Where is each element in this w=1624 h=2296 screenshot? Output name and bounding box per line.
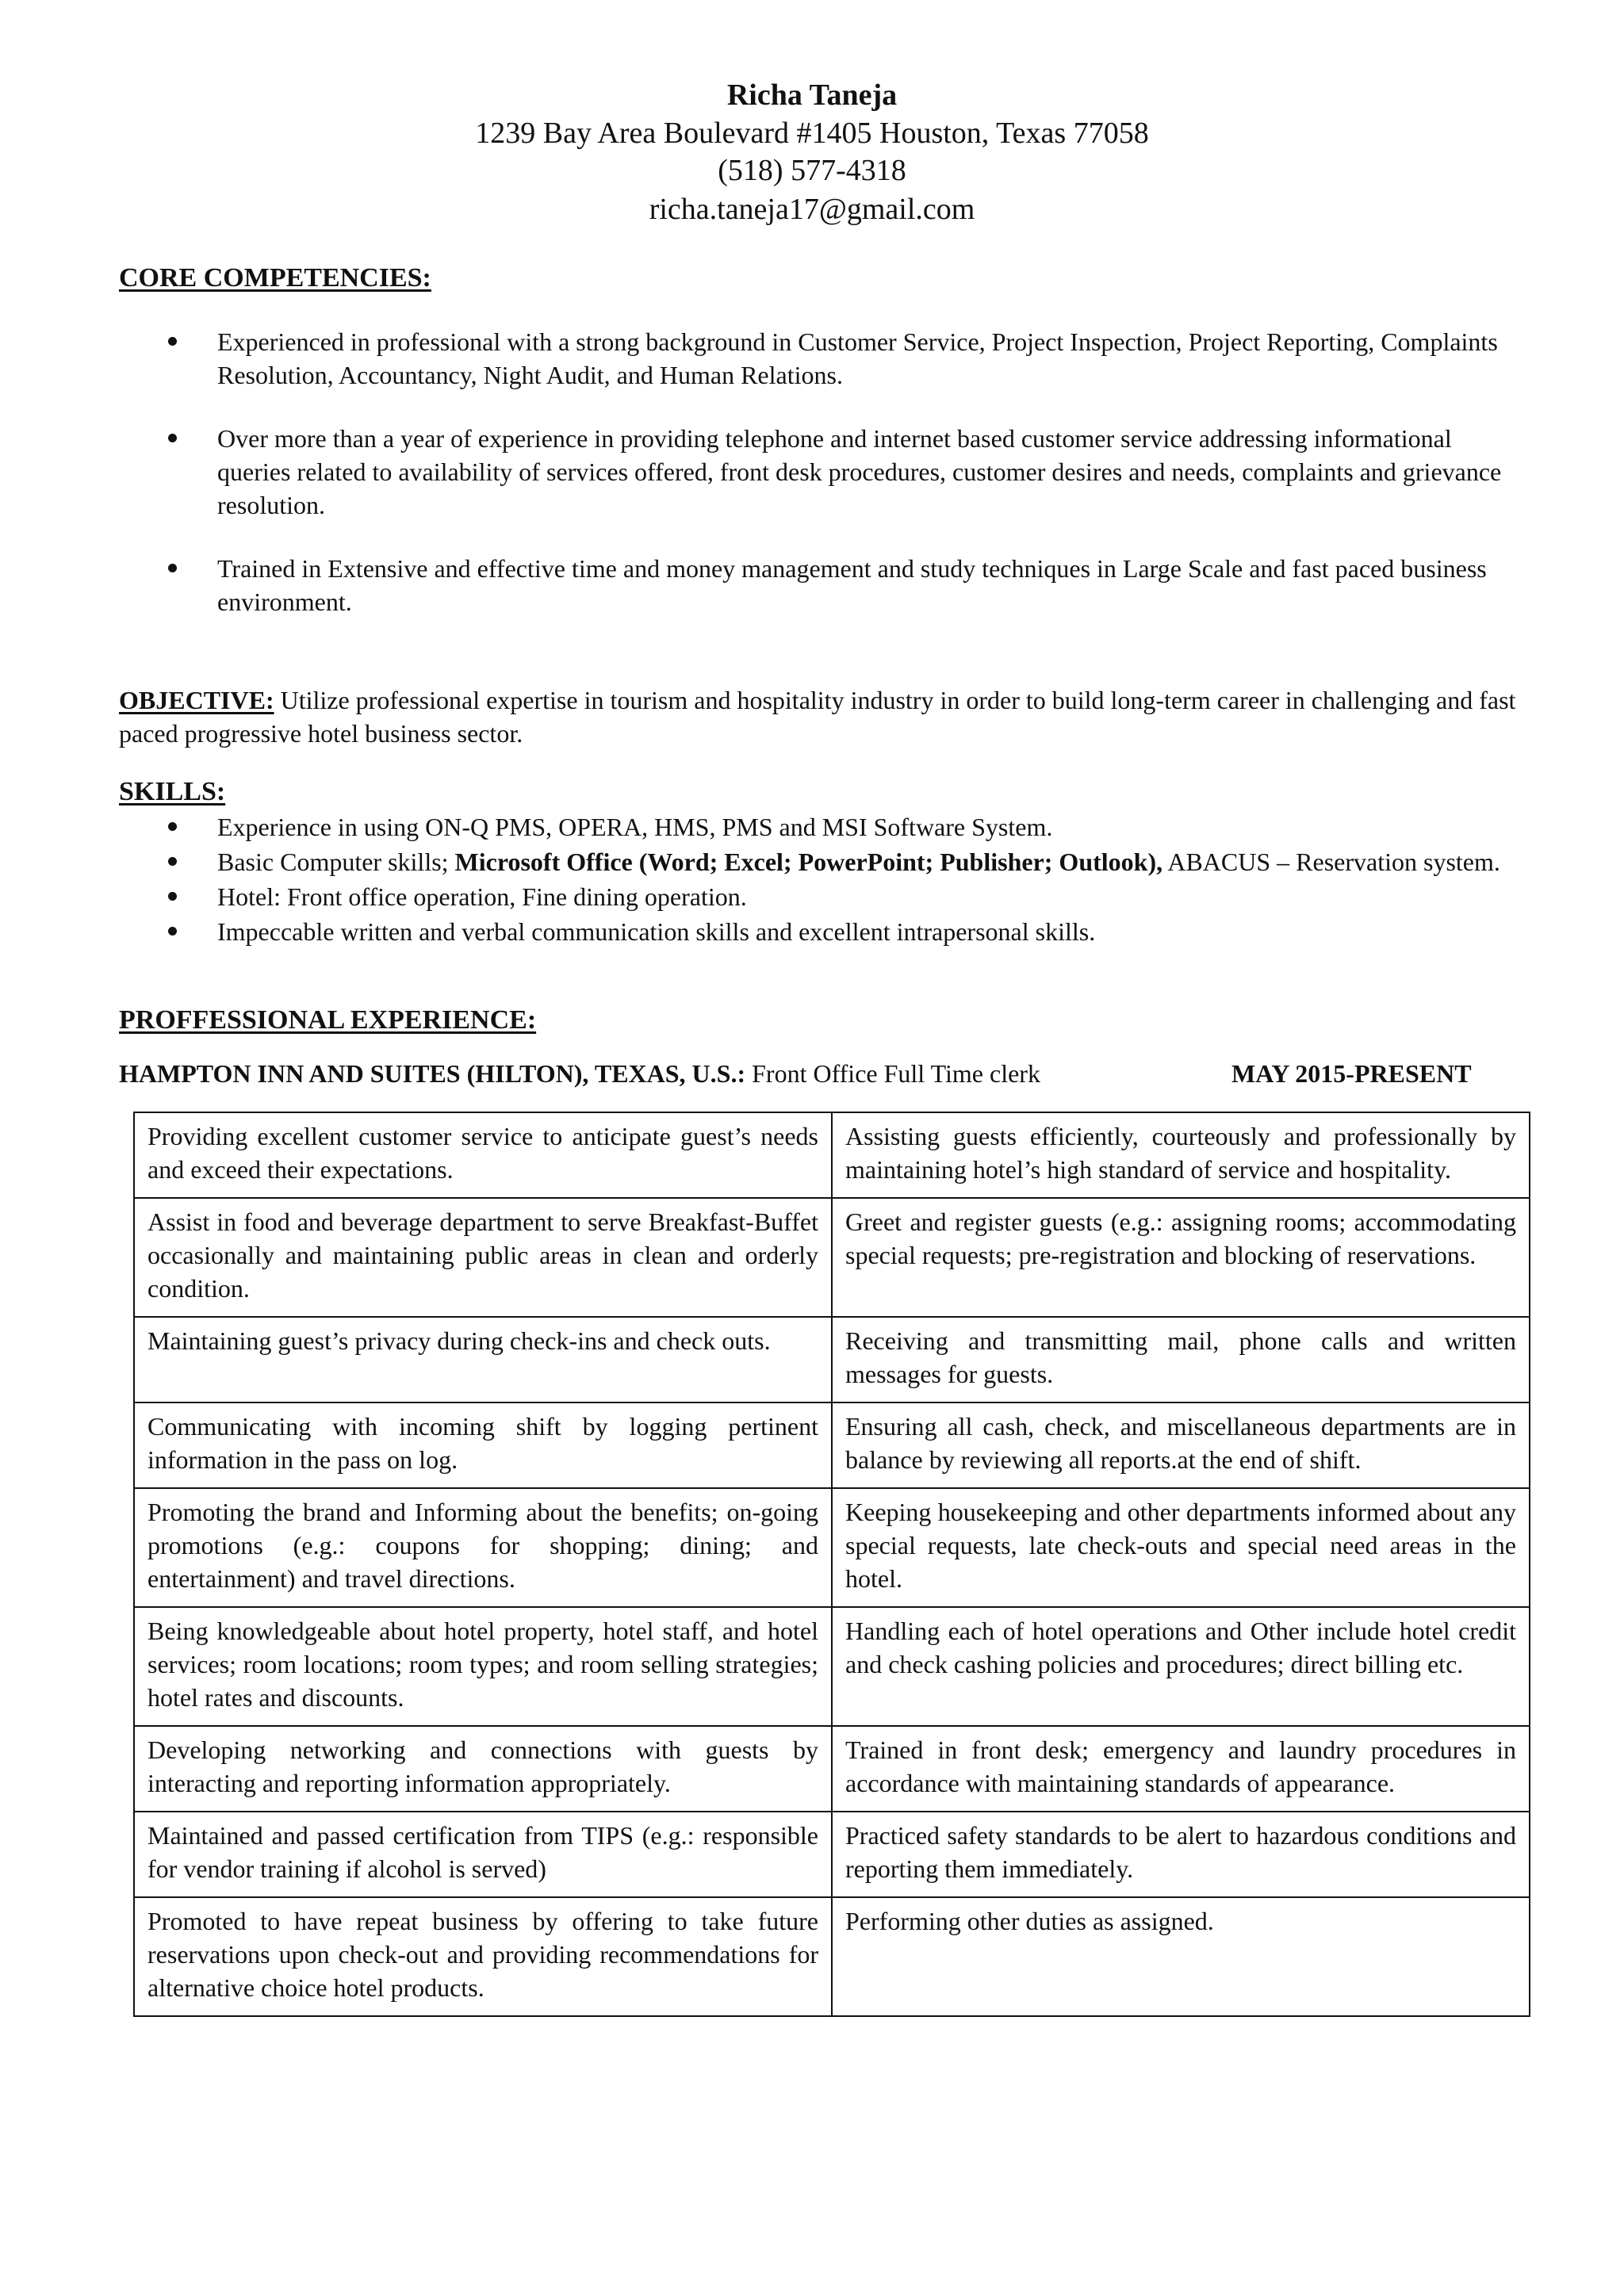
bullet-icon <box>168 822 177 831</box>
candidate-email: richa.taneja17@gmail.com <box>649 193 975 226</box>
list-item: Experience in using ON-Q PMS, OPERA, HMS, PMS and MSI Software System. <box>119 810 1530 844</box>
table-cell: Promoted to have repeat business by offering to take future reservations upon check-out and providing recommendations for alternative choice hotel products. <box>134 1897 832 2016</box>
table-row <box>134 1402 1530 1488</box>
experience-heading: PROFFESSIONAL EXPERIENCE: <box>119 1005 537 1035</box>
bullet-icon <box>168 927 177 936</box>
skills-heading: SKILLS: <box>119 777 226 806</box>
table-cell: Handling each of hotel operations and Other include hotel credit and check cashing policies and procedures; direct billing etc. <box>832 1607 1530 1726</box>
bullet-icon <box>168 892 177 901</box>
table-row <box>134 1317 1530 1402</box>
table-cell: Keeping housekeeping and other departments informed about any special requests, late check-outs and special need areas in the hotel. <box>832 1488 1530 1607</box>
table-cell: Ensuring all cash, check, and miscellaneous departments are in balance by reviewing all reports.at the end of shift. <box>832 1402 1530 1488</box>
experience-position-line <box>119 1059 1530 1089</box>
candidate-phone: (518) 577-4318 <box>718 154 906 187</box>
table-cell: Being knowledgeable about hotel property, hotel staff, and hotel services; room locations; room types; and room selling strategies; hotel rates and discounts. <box>134 1607 832 1726</box>
list-item: Over more than a year of experience in providing telephone and internet based customer service addressing informational queries related to availability of services offered, front desk procedures, customer desires and needs, complaints and grievance resolution. <box>119 422 1530 522</box>
table-cell: Assist in food and beverage department to serve Breakfast-Buffet occasionally and maintaining public areas in clean and orderly condition. <box>134 1198 832 1317</box>
table-row <box>134 1897 1530 2016</box>
table-cell: Practiced safety standards to be alert to hazardous conditions and reporting them immediately. <box>832 1812 1530 1897</box>
core-competencies-heading: CORE COMPETENCIES: <box>119 263 431 293</box>
skills-list <box>119 810 1530 950</box>
bullet-icon <box>168 337 177 346</box>
employment-dates: MAY 2015-PRESENT <box>1231 1059 1472 1088</box>
core-competencies-list <box>119 325 1530 649</box>
table-row <box>134 1488 1530 1607</box>
duties-table <box>133 1112 1530 2017</box>
table-cell: Trained in front desk; emergency and laundry procedures in accordance with maintaining standards of appearance. <box>832 1726 1530 1812</box>
table-cell: Promoting the brand and Informing about the benefits; on-going promotions (e.g.: coupons for shopping; dining; and entertainment) and travel directions. <box>134 1488 832 1607</box>
table-cell: Maintained and passed certification from TIPS (e.g.: responsible for vendor training if alcohol is served) <box>134 1812 832 1897</box>
bullet-icon <box>168 564 177 572</box>
table-cell: Developing networking and connections with guests by interacting and reporting information appropriately. <box>134 1726 832 1812</box>
list-item: Trained in Extensive and effective time and money management and study techniques in Large Scale and fast paced business environment. <box>119 552 1530 618</box>
table-cell: Receiving and transmitting mail, phone calls and written messages for guests. <box>832 1317 1530 1402</box>
bullet-icon <box>168 857 177 866</box>
table-row <box>134 1112 1530 1198</box>
job-role: Front Office Full Time clerk <box>745 1059 1040 1088</box>
table-cell: Communicating with incoming shift by logging pertinent information in the pass on log. <box>134 1402 832 1488</box>
candidate-name: Richa Taneja <box>726 78 898 112</box>
list-item: Experienced in professional with a strong background in Customer Service, Project Inspection, Project Reporting, Complaints Resolution, Accountancy, Night Audit, and Human Relations. <box>119 325 1530 392</box>
table-row <box>134 1607 1530 1726</box>
table-cell: Greet and register guests (e.g.: assigning rooms; accommodating special requests; pre-registration and blocking of reservations. <box>832 1198 1530 1317</box>
bullet-icon <box>168 434 177 442</box>
objective-section <box>119 683 1530 750</box>
table-cell: Maintaining guest’s privacy during check-ins and check outs. <box>134 1317 832 1402</box>
list-item: Hotel: Front office operation, Fine dining operation. <box>119 880 1530 913</box>
table-row <box>134 1812 1530 1897</box>
list-item: Impeccable written and verbal communication skills and excellent intrapersonal skills. <box>119 915 1530 948</box>
objective-heading: OBJECTIVE: <box>119 686 274 714</box>
employer-name: HAMPTON INN AND SUITES (HILTON), TEXAS, U.S.: <box>119 1059 746 1088</box>
table-row <box>134 1198 1530 1317</box>
objective-text: Utilize professional expertise in tourism and hospitality industry in order to build long-term career in challenging and fast paced progressive hotel business sector. <box>119 686 1516 748</box>
table-cell: Performing other duties as assigned. <box>832 1897 1530 2016</box>
candidate-address: 1239 Bay Area Boulevard #1405 Houston, Texas 77058 <box>475 117 1149 150</box>
table-row <box>134 1726 1530 1812</box>
list-item: Basic Computer skills; Microsoft Office (Word; Excel; PowerPoint; Publisher; Outlook), ABACUS – Reservation system. <box>119 845 1530 878</box>
table-cell: Assisting guests efficiently, courteously and professionally by maintaining hotel’s high standard of service and hospitality. <box>832 1112 1530 1198</box>
table-cell: Providing excellent customer service to anticipate guest’s needs and exceed their expectations. <box>134 1112 832 1198</box>
